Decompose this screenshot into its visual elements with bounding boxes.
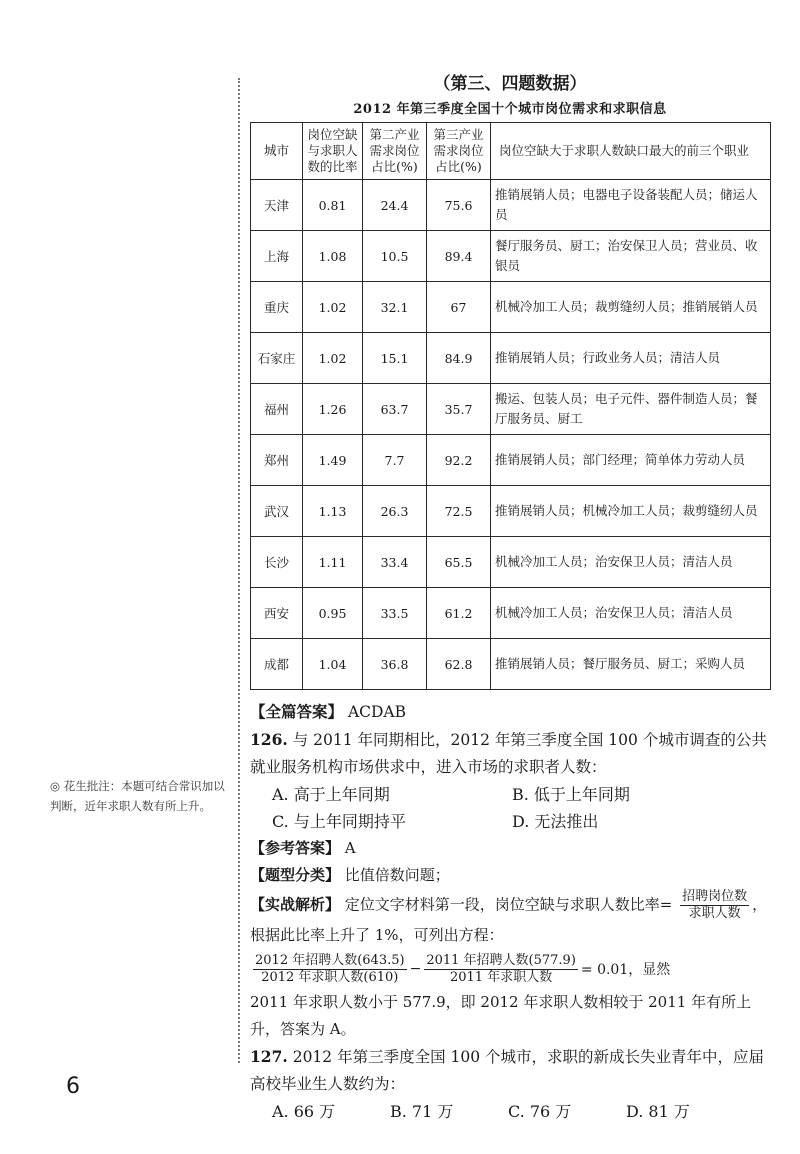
side-note: ◎ 花生批注：本题可结合常识加以判断，近年求职人数有所上升。 xyxy=(50,779,225,813)
page-number: 6 xyxy=(66,1074,80,1099)
cell-secondary: 24.4 xyxy=(363,180,427,231)
main-content xyxy=(250,70,770,1125)
fraction-2012-numerator: 2012 年招聘人数(643.5) xyxy=(255,952,405,968)
table-row xyxy=(251,639,771,690)
full-answer xyxy=(250,698,770,726)
analysis-label: 【实战解析】 xyxy=(250,895,341,914)
cell-ratio: 1.49 xyxy=(303,435,363,486)
header-secondary: 第二产业需求岗位占比(%) xyxy=(363,123,427,180)
option-127-d: D. 81 万 xyxy=(626,1102,690,1121)
cell-tertiary: 75.6 xyxy=(427,180,491,231)
analysis xyxy=(250,889,770,949)
cell-ratio: 1.02 xyxy=(303,282,363,333)
cell-city: 长沙 xyxy=(251,537,303,588)
cell-secondary: 10.5 xyxy=(363,231,427,282)
cell-city: 重庆 xyxy=(251,282,303,333)
cell-tertiary: 89.4 xyxy=(427,231,491,282)
header-tertiary: 第三产业需求岗位占比(%) xyxy=(427,123,491,180)
question-126-number: 126. xyxy=(250,730,288,749)
cell-secondary: 7.7 xyxy=(363,435,427,486)
reference-answer-value: A xyxy=(344,839,356,857)
cell-occupations: 机械冷加工人员；裁剪缝纫人员；推销展销人员 xyxy=(491,282,771,333)
cell-occupations: 机械冷加工人员；治安保卫人员；清洁人员 xyxy=(491,537,771,588)
cell-tertiary: 35.7 xyxy=(427,384,491,435)
question-127-options xyxy=(250,1098,770,1125)
reference-answer xyxy=(250,835,770,862)
city-jobs-table xyxy=(250,122,771,690)
cell-ratio: 1.26 xyxy=(303,384,363,435)
question-126-stem: 与 2011 年同期相比，2012 年第三季度全国 100 个城市调查的公共就业服务机构市场供求中，进入市场的求职者人数： xyxy=(250,731,767,776)
cell-tertiary: 72.5 xyxy=(427,486,491,537)
fraction-2011 xyxy=(424,953,578,986)
ratio-fraction xyxy=(680,889,749,922)
cell-occupations: 推销展销人员；行政业务人员；清洁人员 xyxy=(491,333,771,384)
table-row xyxy=(251,588,771,639)
reference-answer-label: 【参考答案】 xyxy=(250,839,341,857)
cell-tertiary: 62.8 xyxy=(427,639,491,690)
cell-occupations: 推销展销人员；机械冷加工人员；裁剪缝纫人员 xyxy=(491,486,771,537)
section-title: （第三、四题数据） xyxy=(433,74,587,94)
fraction-2012 xyxy=(253,953,407,986)
cell-ratio: 1.13 xyxy=(303,486,363,537)
ratio-denominator: 求职人数 xyxy=(688,906,741,921)
option-126-c: C. 与上年同期持平 xyxy=(272,812,406,831)
fraction-2011-numerator: 2011 年招聘人数(577.9) xyxy=(426,952,576,968)
question-type xyxy=(250,862,770,889)
full-answer-value: ACDAB xyxy=(347,703,407,721)
header-city: 城市 xyxy=(251,123,303,180)
cell-city: 郑州 xyxy=(251,435,303,486)
option-126-a: A. 高于上年同期 xyxy=(272,785,390,804)
cell-occupations: 机械冷加工人员；治安保卫人员；清洁人员 xyxy=(491,588,771,639)
cell-city: 石家庄 xyxy=(251,333,303,384)
cell-occupations: 搬运、包装人员；电子元件、器件制造人员；餐厅服务员、厨工 xyxy=(491,384,771,435)
cell-secondary: 33.4 xyxy=(363,537,427,588)
cell-city: 成都 xyxy=(251,639,303,690)
analysis-mid: ，根据此比率上升了 1%，可列出方程： xyxy=(250,895,768,944)
cell-tertiary: 67 xyxy=(427,282,491,333)
cell-secondary: 32.1 xyxy=(363,282,427,333)
cell-tertiary: 65.5 xyxy=(427,537,491,588)
cell-secondary: 36.8 xyxy=(363,639,427,690)
cell-secondary: 63.7 xyxy=(363,384,427,435)
cell-city: 天津 xyxy=(251,180,303,231)
ratio-numerator: 招聘岗位数 xyxy=(682,889,748,904)
cell-ratio: 1.04 xyxy=(303,639,363,690)
cell-ratio: 1.02 xyxy=(303,333,363,384)
table-row xyxy=(251,231,771,282)
option-127-c: C. 76 万 xyxy=(508,1102,572,1121)
header-occupations: 岗位空缺大于求职人数缺口最大的前三个职业 xyxy=(491,123,771,180)
option-126-d: D. 无法推出 xyxy=(512,812,599,831)
cell-occupations: 推销展销人员；电器电子设备装配人员；储运人员 xyxy=(491,180,771,231)
cell-secondary: 26.3 xyxy=(363,486,427,537)
cell-city: 上海 xyxy=(251,231,303,282)
cell-occupations: 推销展销人员；部门经理；简单体力劳动人员 xyxy=(491,435,771,486)
table-row xyxy=(251,537,771,588)
cell-ratio: 0.81 xyxy=(303,180,363,231)
cell-ratio: 1.08 xyxy=(303,231,363,282)
cell-secondary: 33.5 xyxy=(363,588,427,639)
analysis-conclusion: 2011 年求职人数小于 577.9，即 2012 年求职人数相较于 2011 年有所上升，答案为 A。 xyxy=(250,993,752,1038)
cell-ratio: 0.95 xyxy=(303,588,363,639)
table-row xyxy=(251,486,771,537)
table-row xyxy=(251,333,771,384)
question-127-number: 127. xyxy=(250,1047,288,1066)
cell-ratio: 1.11 xyxy=(303,537,363,588)
question-type-value: 比值倍数问题； xyxy=(344,866,450,884)
table-row xyxy=(251,180,771,231)
question-type-label: 【题型分类】 xyxy=(250,866,341,884)
cell-secondary: 15.1 xyxy=(363,333,427,384)
fraction-2011-denominator: 2011 年求职人数 xyxy=(449,969,553,985)
table-row xyxy=(251,282,771,333)
question-126 xyxy=(250,726,770,781)
header-ratio: 岗位空缺与求职人数的比率 xyxy=(303,123,363,180)
cell-tertiary: 84.9 xyxy=(427,333,491,384)
table-row xyxy=(251,435,771,486)
table-row xyxy=(251,384,771,435)
analysis-intro: 定位文字材料第一段，岗位空缺与求职人数比率= xyxy=(344,895,673,914)
table-header-row xyxy=(251,123,771,180)
option-127-b: B. 71 万 xyxy=(390,1102,454,1121)
cell-tertiary: 61.2 xyxy=(427,588,491,639)
option-126-b: B. 低于上年同期 xyxy=(512,785,630,804)
cell-occupations: 餐厅服务员、厨工；治安保卫人员；营业员、收银员 xyxy=(491,231,771,282)
question-127 xyxy=(250,1043,770,1098)
fraction-2012-denominator: 2012 年求职人数(610) xyxy=(261,969,399,985)
cell-city: 西安 xyxy=(251,588,303,639)
question-126-options xyxy=(250,781,770,835)
table-title: 2012 年第三季度全国十个城市岗位需求和求职信息 xyxy=(353,102,667,117)
full-answer-label: 【全篇答案】 xyxy=(250,702,344,721)
cell-city: 武汉 xyxy=(251,486,303,537)
equation-result: = 0.01，显然 xyxy=(580,962,671,978)
cell-occupations: 推销展销人员；餐厅服务员、厨工；采购人员 xyxy=(491,639,771,690)
minus-sign: − xyxy=(409,961,422,977)
option-127-a: A. 66 万 xyxy=(272,1102,336,1121)
question-127-stem: 2012 年第三季度全国 100 个城市，求职的新成长失业青年中，应届高校毕业生人数约为： xyxy=(250,1048,765,1093)
cell-tertiary: 92.2 xyxy=(427,435,491,486)
margin-dotted-line xyxy=(238,78,240,1063)
cell-city: 福州 xyxy=(251,384,303,435)
equation xyxy=(250,949,770,989)
